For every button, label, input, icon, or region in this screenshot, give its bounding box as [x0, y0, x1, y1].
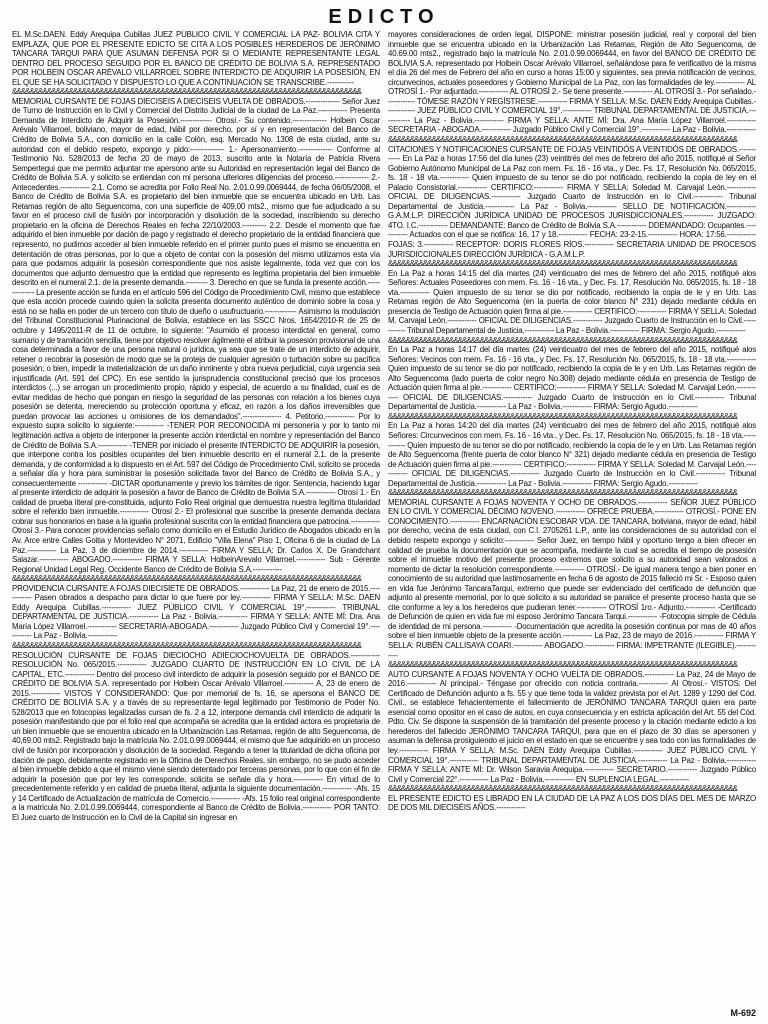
section-separator: &&&&&&&&&&&&&&&&&&&&&&&&&&&&&&&&&&&&&&&&&&&&&&&&&&&&&&&&&&&&&&&&&&&&&&&&&&&&&&&&	[12, 574, 362, 584]
left-column	[12, 30, 380, 1014]
paragraph: En La Paz a horas 14:17 del día martes (24) veinticuatro del mes de febrero del año 2015, notifiqué alos Señores: Vecinos con mem. Fs. 16 - 16 vta., y Dec. Fs. 17, Resolución No. 065/2015, fs. 18 - 18 vta.------------ Quien impuesto de su tenor se dio por notificado, recibiendo la copia de le y en Urb. Las Retamas región de Alto Seguencoma (lado puerta de color negro No.308) dejado mediante cédula en presencia de Testigo de Actuación quien firma al pie.------------ CERTIFICO:------------ FIRMA Y SELLA: Soledad M. Carvajal León.------------ OFICIAL DE DILIGENCIAS.------------ Juzgado Cuarto de Instrucción en lo Civil.------------ Tribunal Departamental de Justicia.------------ La Paz - Bolivia.------------ FIRMA: Sergio Agudo.------------	[388, 345, 756, 412]
paragraph: En La Paz a horas 14:15 del día martes (24) veinticuatro del mes de febrero del año 2015, notifiqué alos Señores: Actuales Poseedores con mem. Fs. 16 - 16 vta., y Dec. Fs. 17, Resolución No. 065/2015, fs. 18 - 18 vta.------------ Quien impuesto de su tenor se dio por notificado, recibiendo la copia de le y en Urb. Las Retamas región de Alto Seguencoma (en la puerta de color blanco N° 231) dejado mediante cédula en presencia de Testigo de Actuación quien firma al pie.------------ CERTIFICO:------------ FIRMA Y SELLA: Soledad M. Carvajal León.------------ OFICIAL DE DILIGENCIAS.------------ Juzgado Cuarto de Instrucción en lo Civil.------------ Tribunal Departamental de Justicia.------------ La Paz - Bolivia.------------ FIRMA: Sergio Agudo.------------	[388, 268, 756, 335]
paragraph: En La Paz a horas 14:20 del día martes (24) veinticuatro del mes de febrero del año 2015, notifiqué alos Señores: Circunvecinos con mem. Fs. 16 - 16 vta., y Dec. Fs. 17, Resolución No. 065/2015, fs. 18 - 18 vta.------------ Quien impuesto de su tenor se dio por notificado, recibiendo la copia de le y en Urb. Las Retamas región de Alto Seguencoma (frente puerta de color blanco N° 321) dejado mediante cédula en presencia de Testigo de Actuación quien firma al pie.------------ CERTIFICO:------------ FIRMA Y SELLA: Soledad M. Carvajal León.------------ OFICIAL DE DILIGENCIAS.------------ Juzgado Cuarto de Instrucción en lo Civil.------------ Tribunal Departamental de Justicia.------------ La Paz - Bolivia.------------ FIRMA: Sergio Agudo.------------	[388, 421, 756, 488]
paragraph: EL PRESENTE EDICTO ES LIBRADO EN LA CIUDAD DE LA PAZ A LOS DOS DÍAS DEL MES DE MARZO DE DOS MIL DIECISÉIS AÑOS.------------	[388, 793, 756, 813]
section-separator: &&&&&&&&&&&&&&&&&&&&&&&&&&&&&&&&&&&&&&&&&&&&&&&&&&&&&&&&&&&&&&&&&&&&&&&&&&&&&&&&	[388, 335, 738, 345]
section-separator: &&&&&&&&&&&&&&&&&&&&&&&&&&&&&&&&&&&&&&&&&&&&&&&&&&&&&&&&&&&&&&&&&&&&&&&&&&&&&&&&	[12, 641, 362, 650]
paragraph: mayores consideraciones de orden legal, DISPONE: ministrar posesión judicial, real y corporal del bien inmueble que se encuentra ubicado en la Urbanización Las Retamas, Región de Alto Seguencoma, de 40.69.00 mts2., registrado bajo la matrícula No. 2.01.0.99.0069444, en favor del BANCO DE CRÉDITO DE BOLIVIA S.A. representado por Holbein Oscar Arévalo Villarroel, señalándose para fe verificativo de la misma el día 26 del mes de Febrero del año en curso a horas 15:00 y siguientes, sea previa notificación de vecinos, circunvecinos, actuales poseedores y Gobierno Municipal de La Paz, con las formalidades de ley.------------ AL OTROSÍ 1.- Por adjuntado.------------ AL OTROSÍ 2.- Se tiene presente.------------ AL OTROSÍ 3.- Por señalado.------------ TÓMESE RAZÓN Y REGÍSTRESE.------------ FIRMA Y SELLA: M.Sc. DAEN Eddy Arequipa Cubillas.------------ JUEZ PÚBLICO CIVIL Y COMERCIAL 19°.------------ TRIBUNAL DEPARTAMENTAL DE JUSTICIA.------------ La Paz - Bolivia.------------ FIRMA Y SELLA: ANTE MÍ: Dra. Ana María López Villarroel.------------ SECRETARIA - ABOGADA.------------ Juzgado Público Civil y Comercial 19°.------------ La Paz - Bolivia.------------	[388, 30, 756, 135]
section-separator: &&&&&&&&&&&&&&&&&&&&&&&&&&&&&&&&&&&&&&&&&&&&&&&&&&&&&&&&&&&&&&&&&&&&&&&&&&&&&&&&	[388, 259, 738, 269]
paragraph: AUTO CURSANTE A FOJAS NOVENTA Y OCHO VUELTA DE OBRADOS.------------ La Paz, 24 de Mayo de 2016.------------ Al principal.- Téngase por ofrecido con noticia contraria.------------ Al Otrosí.- VISTOS: Del Certificado de Defunción adjunto a fs. 55 y que tiene toda la validez prevista por el Art. 1289 y 1290 del Cód. Civil., se establece fehacientemente el fallecimiento de JERÓNIMO TANCARA TARQUI quien era parte esencial como opositor en el caso de autos, en cuya consecuencia y en estricta aplicación del Art. 55 del Cód. Pdto. Civ. Se dispone la suspensión de la tramitación del presente proceso y la citación mediante edicto a los herederos del fallecido JERÓNIMO TANCARA TARQUI, para que en el plazo de 30 días se apersonen y asuman la defensa prosiguiendo el juicio en el estado en que se encuentre y sea todo con las formalidades de ley.------------ FIRMA Y SELLA: M.Sc. DAEN Eddy Arequipa Cubillas.------------ JUEZ PÚBLICO CIVIL Y COMERCIAL 19°.------------ TRIBUNAL DEPARTAMENTAL DE JUSTICIA.------------ La Paz - Bolivia.------------ FIRMA Y SELLA: ANTE MÍ: Dr. Wilson Saravia Arequipa.------------ SECRETARIO.------------ Juzgado Público Civil y Comercial 22°.------------ La Paz - Bolivia.------------ EN SUPLENCIA LEGAL.------------	[388, 669, 756, 784]
right-column	[388, 30, 756, 1014]
paragraph: RESOLUCIÓN CURSANTE DE FOJAS DIECIOCHO ADIECIOCHOVUELTA DE OBRADOS.------------ RESOLUCIÓN No. 065/2015.------------ JUZGADO CUARTO DE INSTRUCCIÓN EN LO CIVIL DE LA CAPITAL, ETC.------------ Dentro del proceso civil interdicto de adquirir la posesión seguido por el BANCO DE CRÉDITO DE BOLIVIA S.A. representado por Holbein Oscar Arévalo Villarroel.------------ A, 23 de enero de 2015.------------ VISTOS Y CONSIDERANDO: Que por memorial de fs. 16, se apersona el BANCO DE CRÉDITO DE BOLIVIA S.A. y a través de su representante legal legitimado por Testimonio de Poder No. 528/2013 que en fotocopias legalizadas cursan de fs. 2 a 12, interpone demanda civil interdicto de adquirir la posesión manifestando que por el folio real que acompaña se acredita que la entidad actora es propietaria de un bien inmueble que se encuentra ubicado en la Urbanización Las Retamas, región de alto Seguencoma, de 40,69.00 mts2. Registrado bajo la matrícula No. 2.01.0.99.0069444, el mismo que fue adquirido en un proceso civil de fusión por incorporación y disolución de la sociedad. Regando a tener la titularidad de dicha oficina por dación de pago, debidamente registrado en la Oficina de Derechos Reales, sin embargo, no se pudo acceder al bien inmueble debido a que el mismo viene siendo detentado por terceras personas, por lo que con el fin de adquirir la posesión que por ley les corresponde, solicita se señale día y hora.------------ En virtud de lo precedentemente referido y en calidad de prueba literal, adjunta la siguiente documentación.------------ -Afs. 15 y 14 Certificado de Actualización de matrícula de Comercio.------------ -Afs. 15 folio real original correspondiente a la matrícula No. 2.01.0.99.0069444, correspondiente al Banco de Crédito de Bolivia.------------ POR TANTO: El Juez cuarto de Instrucción en lo Civil de la Capital sin ingresar en	[12, 650, 380, 822]
edict-columns	[12, 30, 756, 1014]
section-separator: &&&&&&&&&&&&&&&&&&&&&&&&&&&&&&&&&&&&&&&&&&&&&&&&&&&&&&&&&&&&&&&&&&&&&&&&&&&&&&&&	[388, 488, 738, 498]
section-separator: &&&&&&&&&&&&&&&&&&&&&&&&&&&&&&&&&&&&&&&&&&&&&&&&&&&&&&&&&&&&&&&&&&&&&&&&&&&&&&&&	[388, 411, 738, 421]
paragraph: PROVIDENCIA CURSANTE A FOJAS DIECISIETE DE OBRADOS.------------ La Paz, 21 de enero de 2015.------------ Pasen obrados a despacho para dictar lo que fuere por ley.------------ FIRMA Y SELLA: M.Sc. DAEN Eddy Arequipa Cubillas.------------ JUEZ PÚBLICO CIVIL Y COMERCIAL 19°.------------ TRIBUNAL DEPARTAMENTAL DE JUSTICIA.------------ La Paz - Bolivia.------------ FIRMA Y SELLA: ANTE MÍ: Dra. Ana María López Villarroel.------------ SECRETARIA-ABOGADA.------------ Juzgado Público Civil y Comercial 19°.------------ La Paz - Bolivia.------------	[12, 583, 380, 641]
section-separator: &&&&&&&&&&&&&&&&&&&&&&&&&&&&&&&&&&&&&&&&&&&&&&&&&&&&&&&&&&&&&&&&&&&&&&&&&&&&&&&&	[12, 87, 362, 97]
page-tag: M-692	[730, 1008, 756, 1018]
paragraph: MEMORIAL CURSANTE A FOJAS NOVENTA Y OCHO DE OBRADOS.------------ SEÑOR JUEZ PÚBLICO EN LO CIVIL Y COMERCIAL DÉCIMO NOVENO.------------ OFRECE PRUEBA.------------ OTROSÍ.- PONE EN CONOCIMIENTO.------------ ENCARNACIÓN ESCOBAR VDA. DE TANCARA, boliviana, mayor de edad, hábil por derecho, vecina de esta ciudad, con C.I. 2705261 L.P., ante las consideraciones de su autoridad con el debido respeto expongo y solicito:------------ Señor Juez, en tiempo hábil y oportuno tengo a bien ofrecer en calidad de prueba la documentación que se acompaña, mediante la cual se acredita el tiempo de posesión sobre el inmueble motivo del presente proceso extremos que solicito a su autoridad sean valorados a momento de dictar la resolución correspondiente.------------ OTROSÍ.- De igual manera tengo a bien poner en conocimiento de su autoridad que lastimosamente en fecha 6 de agosto de 2015 falleció mi Sr. - Esposo quien en vida fue Jerónimo TancaraTarqui, extremo que puede ser evidenciado del certificado de defunción que adjunto al presente memorial, por lo que solicito a su autoridad se paralice el presente proceso hasta que se cite conforme a ley a los herederos que pudieran tener.------------ OTROSÍ 1ro.- Adjunto.------------ -Certificado de Defunción de quien en vida fue mi esposo Jerónimo Tancara Tarqui.------------ -Fotocopia simple de Cédula de identidad de mi persona.------------ -Documentación que acredita la posesión continua por mas de 40 años sobre el bien inmueble objeto de la presente acción.------------ La Paz, 23 de mayo de 2016.------------ FIRMA Y SELLA: RUBÉN CALLISAYA COARI.------------ ABOGADO.------------ FIRMA: IMPETRANTE (ILEGIBLE).------------	[388, 497, 756, 660]
edict-title: EDICTO	[328, 6, 440, 28]
paragraph: MEMORIAL CURSANTE DE FOJAS DIECISEIS A DIECISEIS VUELTA DE OBRADOS.-------------- Señor Juez de Turno de Instrucción en lo Civil y Comercial del Distrito Judicial de la ciudad de La Paz.------------ Presenta Demanda de Interdicto de Adquirir la Posesión.------------- Otrosí.- Su contenido.-------------- Holbein Oscar Arévalo Villarroel, boliviano, mayor de edad, hábil por derecho, por sí y en representación del Banco de Crédito de Bolivia S.A., con domicilio en la calle Colón, esq. Mercado No. 1308 de esta ciudad, ante su autoridad con el debido respeto, expongo y pido:-------------- 1.- Apersonamiento.-------------- Conforme al Testimonio No. 528/2013 de fecha 20 de mayo de 2013, suscrito ante la Notaría de Patricia Rivera Sempertegui que me permito adjuntar me apersono ante su Autoridad en representación legal del Banco de Crédito de Bolivia S.A. y solicito se entiendan con mi persona ulteriores diligencias del proceso.-------------- 2.- Antecedentes.------------ 2.1. Como se acredita por Folio Real No. 2.01.0.99.0069444, de fecha 06/05/2008, el Banco de Crédito de Bolivia S.A. es propietario del bien inmueble que se encuentra ubicado en Urb. Las Retamas región de alto Seguencoma, con una superficie de 409,00 mts2., mismo que fue adjudicado a su favor en el proceso civil de fusión por incorporación y disolución de la sociedad, inscribiendo su derecho propietario en la oficina de Derechos Reales en fecha 22/10/2003.---------- 2.2. Desde el momento que fue adquirido el bien inmueble por dación de pago y registrado el derecho propietario de la entidad financiera que represento, no pudimos acceder al bien inmueble referido en el primer punto pues el mismo se encuentra en detentación de otras personas, por lo que a objeto de contar con la posesión del mismo utilizamos esta vía para que podamos adquirir la posesión correspondiente que nos asiste legalmente, toda vez que con los documentos que adjunto demuestro que la entidad que represento es legítima propietaria del bien inmueble descrito en el numeral 2.1. de la presente demanda.--------- 3. Derecho en que se funda la presente acción.-------------- La presente acción se funda en el artículo 596 del Código de Procedimiento Civil, mismo que establece que esta acción procede cuando quien la solicita presenta documento auténtico de dominio sobre la cosa y está no se halla en poder de un tercero con título de dueño o usufructuario.------------- Asimismo la modulación del Tribunal Constitucional Plurinacional de Bolivia, establece en las SSCC Nros. 1654/2010-R de 25 de octubre y 1495/2011-R de 11 de octubre, lo siguiente: "Asumido el proceso interdictal en general, como sumario y de tramitación sencilla, tiene por objetivo resolver ágilmente el atribuir la posesión provisional de una cosa determinada a favor de una persona natural o jurídica, ya sea que se trate de un interdicto de adquirir, retener o recobrar la posesión de modo que se la proteja de cualquier agresión o turbación sobre su pacífica posesión; o bien, impedir la materialización de un daño inminente y obra nueva perjudicial, cuya urgencia sea injustificada (Art. 591 del CPC). En ese sentido la jurisprudencia constitucional precisó que los procesos interdictos (...) se arrogan un procedimiento propio, rápido y especial, de acuerdo a su finalidad, cual es de evitar medidas de hecho que pongan en riesgo la seguridad de las personas con relación a los bienes cuya posesión se detenta, mereciendo su protección oportuna y eficaz, en razón a los daños irreversibles que puedan provocar las acciones u omisiones de los demandados".---------------- 4. Petitorio.------------ Por lo expuesto supra solicito lo siguiente:------------ -TENER POR RECONOCIDA mi personería y por lo tanto mi legitimación activa a objeto de interponer la presente acción interdictal en nombre y representación del Banco de Crédito de Bolivia S.A.------------ -TENER por iniciado el presente INTERDICTO DE ADQUIRIR la posesión, que interpone contra los posibles ocupantes del bien inmueble descrito en el numeral 2.1. de la presente demanda, y de conformidad a lo dispuesto en el Art. 597 del Código de Procedimiento Civil, solicito se proceda a señalar día y hora para suministrar la posesión solicitada favor del Banco de Crédito de Bolivia S.A., y consecuentemente ------------ -DICTAR oportunamente y previo los trámites de rigor. Sentencia, haciendo lugar al presente interdicto de adquirir la posesión a favor de Banco de Crédito de Bolivia S.A.------------ Otrosí 1.- En calidad de prueba literal pre-constituida, adjunto Folio Real original que demuestra nuestra legítima titularidad sobre el referido bien inmueble.------------ Otrosí 2.- El profesional que suscribe la presente demanda declara cobrar sus honorarios en base a la igualia profesional suscrita con la entidad financiera que patrocina.------------ Otrosí 3.- Para conocer providencias señalo como domicilio en el Estudio Jurídico de Abogados ubicado en la Av. Arce entre Calles Goitia y Montevideo N° 2071, Edificio "Villa Elena" Piso 1, Oficina 6 de la ciudad de La Paz.------------ La Paz, 3 de diciembre de 2014.------------ FIRMA Y SELLA: Dr. Carlos X. De Grandchant Salazar.------------ ABOGADO.------------ FIRMA Y SELLA: HolbeinArevalo Villarroel.------------ Sub - Gerente Regional Unidad Legal Reg. Occidente Banco de Crédito de Bolivia S.A.------------	[12, 96, 380, 574]
section-separator: &&&&&&&&&&&&&&&&&&&&&&&&&&&&&&&&&&&&&&&&&&&&&&&&&&&&&&&&&&&&&&&&&&&&&&&&&&&&&&&&	[388, 660, 738, 670]
section-separator: &&&&&&&&&&&&&&&&&&&&&&&&&&&&&&&&&&&&&&&&&&&&&&&&&&&&&&&&&&&&&&&&&&&&&&&&&&&&&&&&	[388, 135, 738, 145]
paragraph: CITACIONES Y NOTIFICACIONES CURSANTE DE FOJAS VEINTIDÓS A VEINTIDÓS DE OBRADOS.------------ En La Paz a horas 17:56 del día lunes (23) veintitrés del mes de febrero del año 2015, notifiqué al Señor Gobierno Autónomo Municipal de La Paz con mem. Fs. 16 - 16 vta., y Dec. Fs. 17, Resolución No. 065/2015, fs. 18 - 18 vta.------------ Quien impuesto de su tenor se dio por notificado, recibiendo la copia de ley en el Palacio Consistorial.------------ CERTIFICO:------------ FIRMA Y SELLA: Soledad M. Carvajal León.------------ OFICIAL DE DILIGENCIAS.------------ Juzgado Cuarto de Instrucción en lo Civil.------------ Tribunal Departamental de Justicia.------------ La Paz - Bolivia.------------ SELLO DE NOTIFICACIÓN.------------ G.A.M.L.P. DIRECCIÓN JURÍDICA UNIDAD DE PROCESOS JURISDICCIONALES.------------ JUZGADO: 4TO. I.C.------------ DEMANDANTE: Banco de Crédito de Bolivia S.A.------------ DDEMANDADO: Ocupantes.------------ Actuados con el que se notifica: 16, 17 y 18.------------ FECHA: 23-2-15.------------ HORA: 17:56.------------ FOJAS: 3.------------ RECEPTOR: DORIS FLORES RÍOS.------------ SECRETARIA UNIDAD DE PROCESOS JURISDICCIONALES DIRECCIÓN JURÍDICA - G.A.M.L.P.	[388, 144, 756, 259]
paragraph: EL M.Sc.DAEN. Eddy Arequipa Cubillas JUEZ PÚBLICO CIVIL Y COMERCIAL LA PAZ- BOLIVIA CITA Y EMPLAZA, QUE POR EL PRESENTE EDICTO SE CITA A LOS POSIBLES HEREDEROS DE JERÓNIMO TANCARA TARQUI PARA QUE ASUMAN DEFENSA POR SI O MEDIANTE REPRESENTANTE LEGAL DENTRO DEL PROCESO SEGUIDO POR EL BANCO DE CRÉDITO DE BOLIVIA S.A. REPRESENTADO POR HOLBEIN OSCAR ARÉVALO VILLARROEL SOBRE INTERDICTO DE ADQUIRIR LA POSESIÓN, EN EL QUE SE HA SOLICITADO Y DISPUESTO LO QUE A CONTINUACIÓN SE TRANSCRIBE.-----------	[12, 30, 380, 87]
section-separator: &&&&&&&&&&&&&&&&&&&&&&&&&&&&&&&&&&&&&&&&&&&&&&&&&&&&&&&&&&&&&&&&&&&&&&&&&&&&&&&&	[388, 784, 738, 794]
